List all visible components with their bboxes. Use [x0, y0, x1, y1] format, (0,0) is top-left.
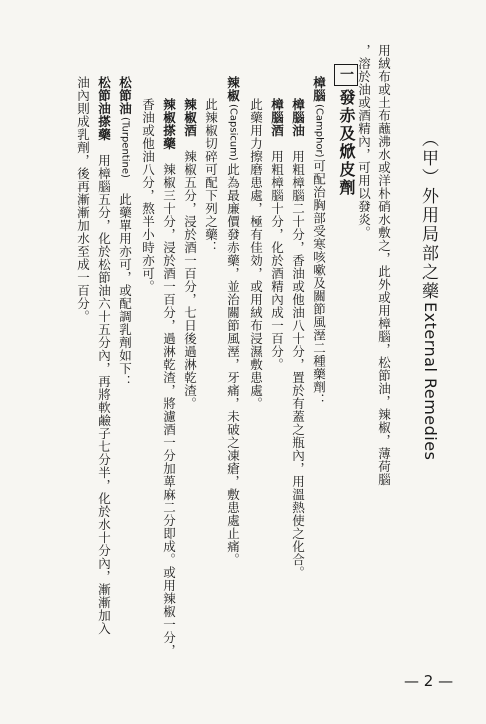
camphor-spirit-label: 樟腦酒	[269, 98, 285, 137]
chapter-heading-english: External Remedies	[421, 302, 440, 461]
intro-line-1: 用絨布或土布蘸沸水或洋朴硝水敷之，此外或用樟腦，松節油，辣椒，薄荷腦	[376, 44, 392, 486]
capsicum-wine-entry	[183, 98, 196, 410]
capsicum-liniment-label: 辣椒搽藥	[161, 98, 177, 150]
turpentine-liniment-entry	[97, 76, 110, 635]
capsicum-liniment-text-1: 辣椒三十分，浸於酒一百分，過淋乾渣，將濾酒一分加萆麻二分即成。或用辣椒一分，	[161, 163, 177, 657]
turpentine-text: 此藥單用亦可，或配調乳劑如下：	[117, 192, 133, 388]
turpentine-entry	[118, 76, 131, 388]
camphor-text: 可配治胸部受寒咳嗽及關節風溼二種藥劑：	[311, 159, 327, 407]
capsicum-wine-text: 辣椒五分，浸於酒一百分，七日後過淋乾渣。	[182, 150, 198, 410]
camphor-entry	[312, 76, 325, 407]
camphor-label: 樟腦	[311, 76, 327, 102]
camphor-usage: 此藥用力擦磨患處，極有佳効，或用絨布浸濕敷患處。	[248, 98, 264, 410]
capsicum-wine-label: 辣椒酒	[182, 98, 198, 137]
capsicum-text: 此為最廉價發赤藥，並治關節風溼，牙痛，未破之凍瘡，敷患處止痛。	[225, 162, 241, 566]
capsicum-english: (Capsicum)	[227, 104, 239, 161]
capsicum-entry	[226, 76, 239, 566]
page-number: — 2 —	[404, 672, 454, 690]
turpentine-liniment-text-2: 油內則成乳劑，後再漸漸加水至成一百分。	[75, 76, 91, 323]
turpentine-label: 松節油	[117, 76, 133, 115]
turpentine-liniment-text-1: 用樟腦五分，化於松節油六十五分內，再將軟鹼子七分半，化於水十分內，漸漸加入	[96, 154, 112, 635]
section-title-text: 發赤及焮皮劑	[337, 89, 356, 197]
capsicum-label: 辣椒	[225, 76, 241, 102]
turpentine-liniment-label: 松節油搽藥	[96, 76, 112, 141]
chapter-heading: （甲）外用局部之藥	[418, 130, 438, 301]
camphor-spirit-entry	[270, 98, 283, 371]
section-title	[334, 64, 358, 197]
camphor-oil-label: 樟腦油	[290, 98, 306, 137]
section-number-box: 一	[334, 64, 358, 86]
camphor-english: (Camphor)	[313, 104, 325, 158]
capsicum-liniment-text-2: 香油或他油八分，熬半小時亦可。	[140, 98, 156, 293]
camphor-spirit-text: 用粗樟腦十分，化於酒精內成一百分。	[269, 150, 285, 371]
camphor-oil-text: 用粗樟腦二十分，香油或他油八十分，置於有蓋之瓶內，用溫熱使之化合。	[290, 150, 306, 579]
capsicum-prep-intro: 此辣椒切碎可配下列之藥：	[203, 98, 219, 254]
intro-line-2: ，溶於油或酒精內，可用以發炎。	[356, 44, 372, 239]
capsicum-liniment-entry	[162, 98, 175, 657]
turpentine-english: (Turpentine)	[119, 117, 131, 178]
camphor-oil-entry	[291, 98, 304, 579]
